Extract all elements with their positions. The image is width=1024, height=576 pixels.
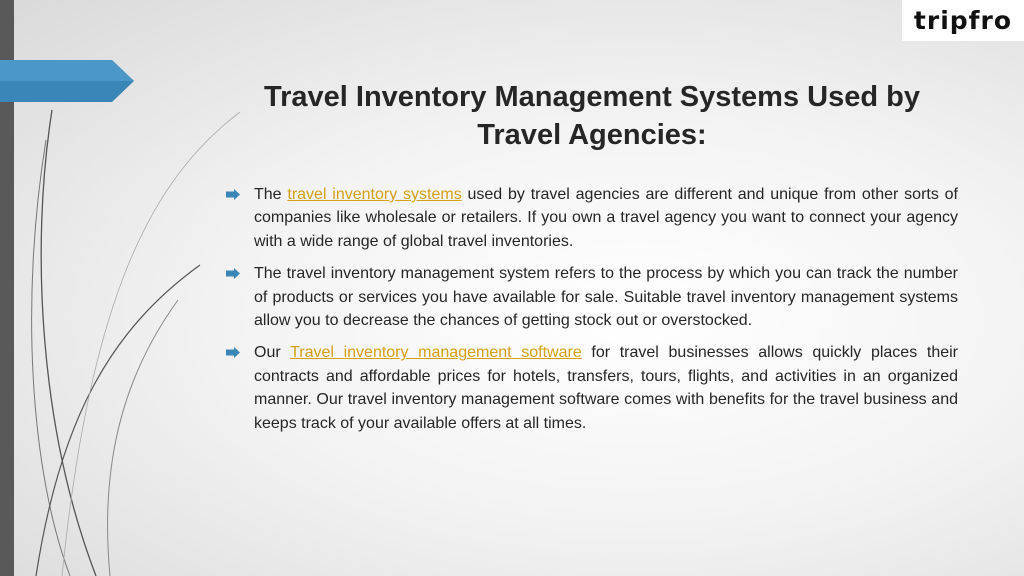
accent-tab-arrow [0, 60, 134, 102]
bullet-text-after: for travel businesses allows quickly places their contracts and affordable prices for hotels, transfers, tours, flights, and activities in an organized manner. Our travel inventory management software comes with benefits for the travel business and keeps track of your available offers at all times. [254, 344, 959, 432]
arrow-bullet-icon [226, 347, 240, 358]
travel-inventory-software-link[interactable]: Travel inventory management software [290, 344, 582, 362]
arrow-bullet-icon [226, 268, 240, 279]
bullet-text-before: The [254, 186, 288, 203]
travel-inventory-systems-link[interactable]: travel inventory systems [287, 186, 462, 203]
bullet-item [226, 262, 958, 332]
bullet-list [226, 183, 958, 444]
bullet-text-after: used by travel agencies are different and unique from other sorts of companies like wholesale or retailers. If you own a travel agency you want to connect your agency with a wide range of global travel inventories. [254, 186, 958, 250]
logo [902, 0, 1024, 41]
bullet-text-before: Our [254, 344, 291, 362]
bullet-item [226, 341, 958, 435]
logo-text: tripfro [913, 6, 1013, 35]
arrow-bullet-icon [226, 189, 240, 200]
bullet-text: The travel inventory management system refers to the process by which you can track the number of products or services you have available for sale. Suitable travel inventory management systems allow you to decrease the chances of getting stock out or overstocked. [254, 265, 958, 330]
bullet-item [226, 183, 958, 253]
page-title: Travel Inventory Management Systems Used by Travel Agencies: [264, 81, 920, 151]
